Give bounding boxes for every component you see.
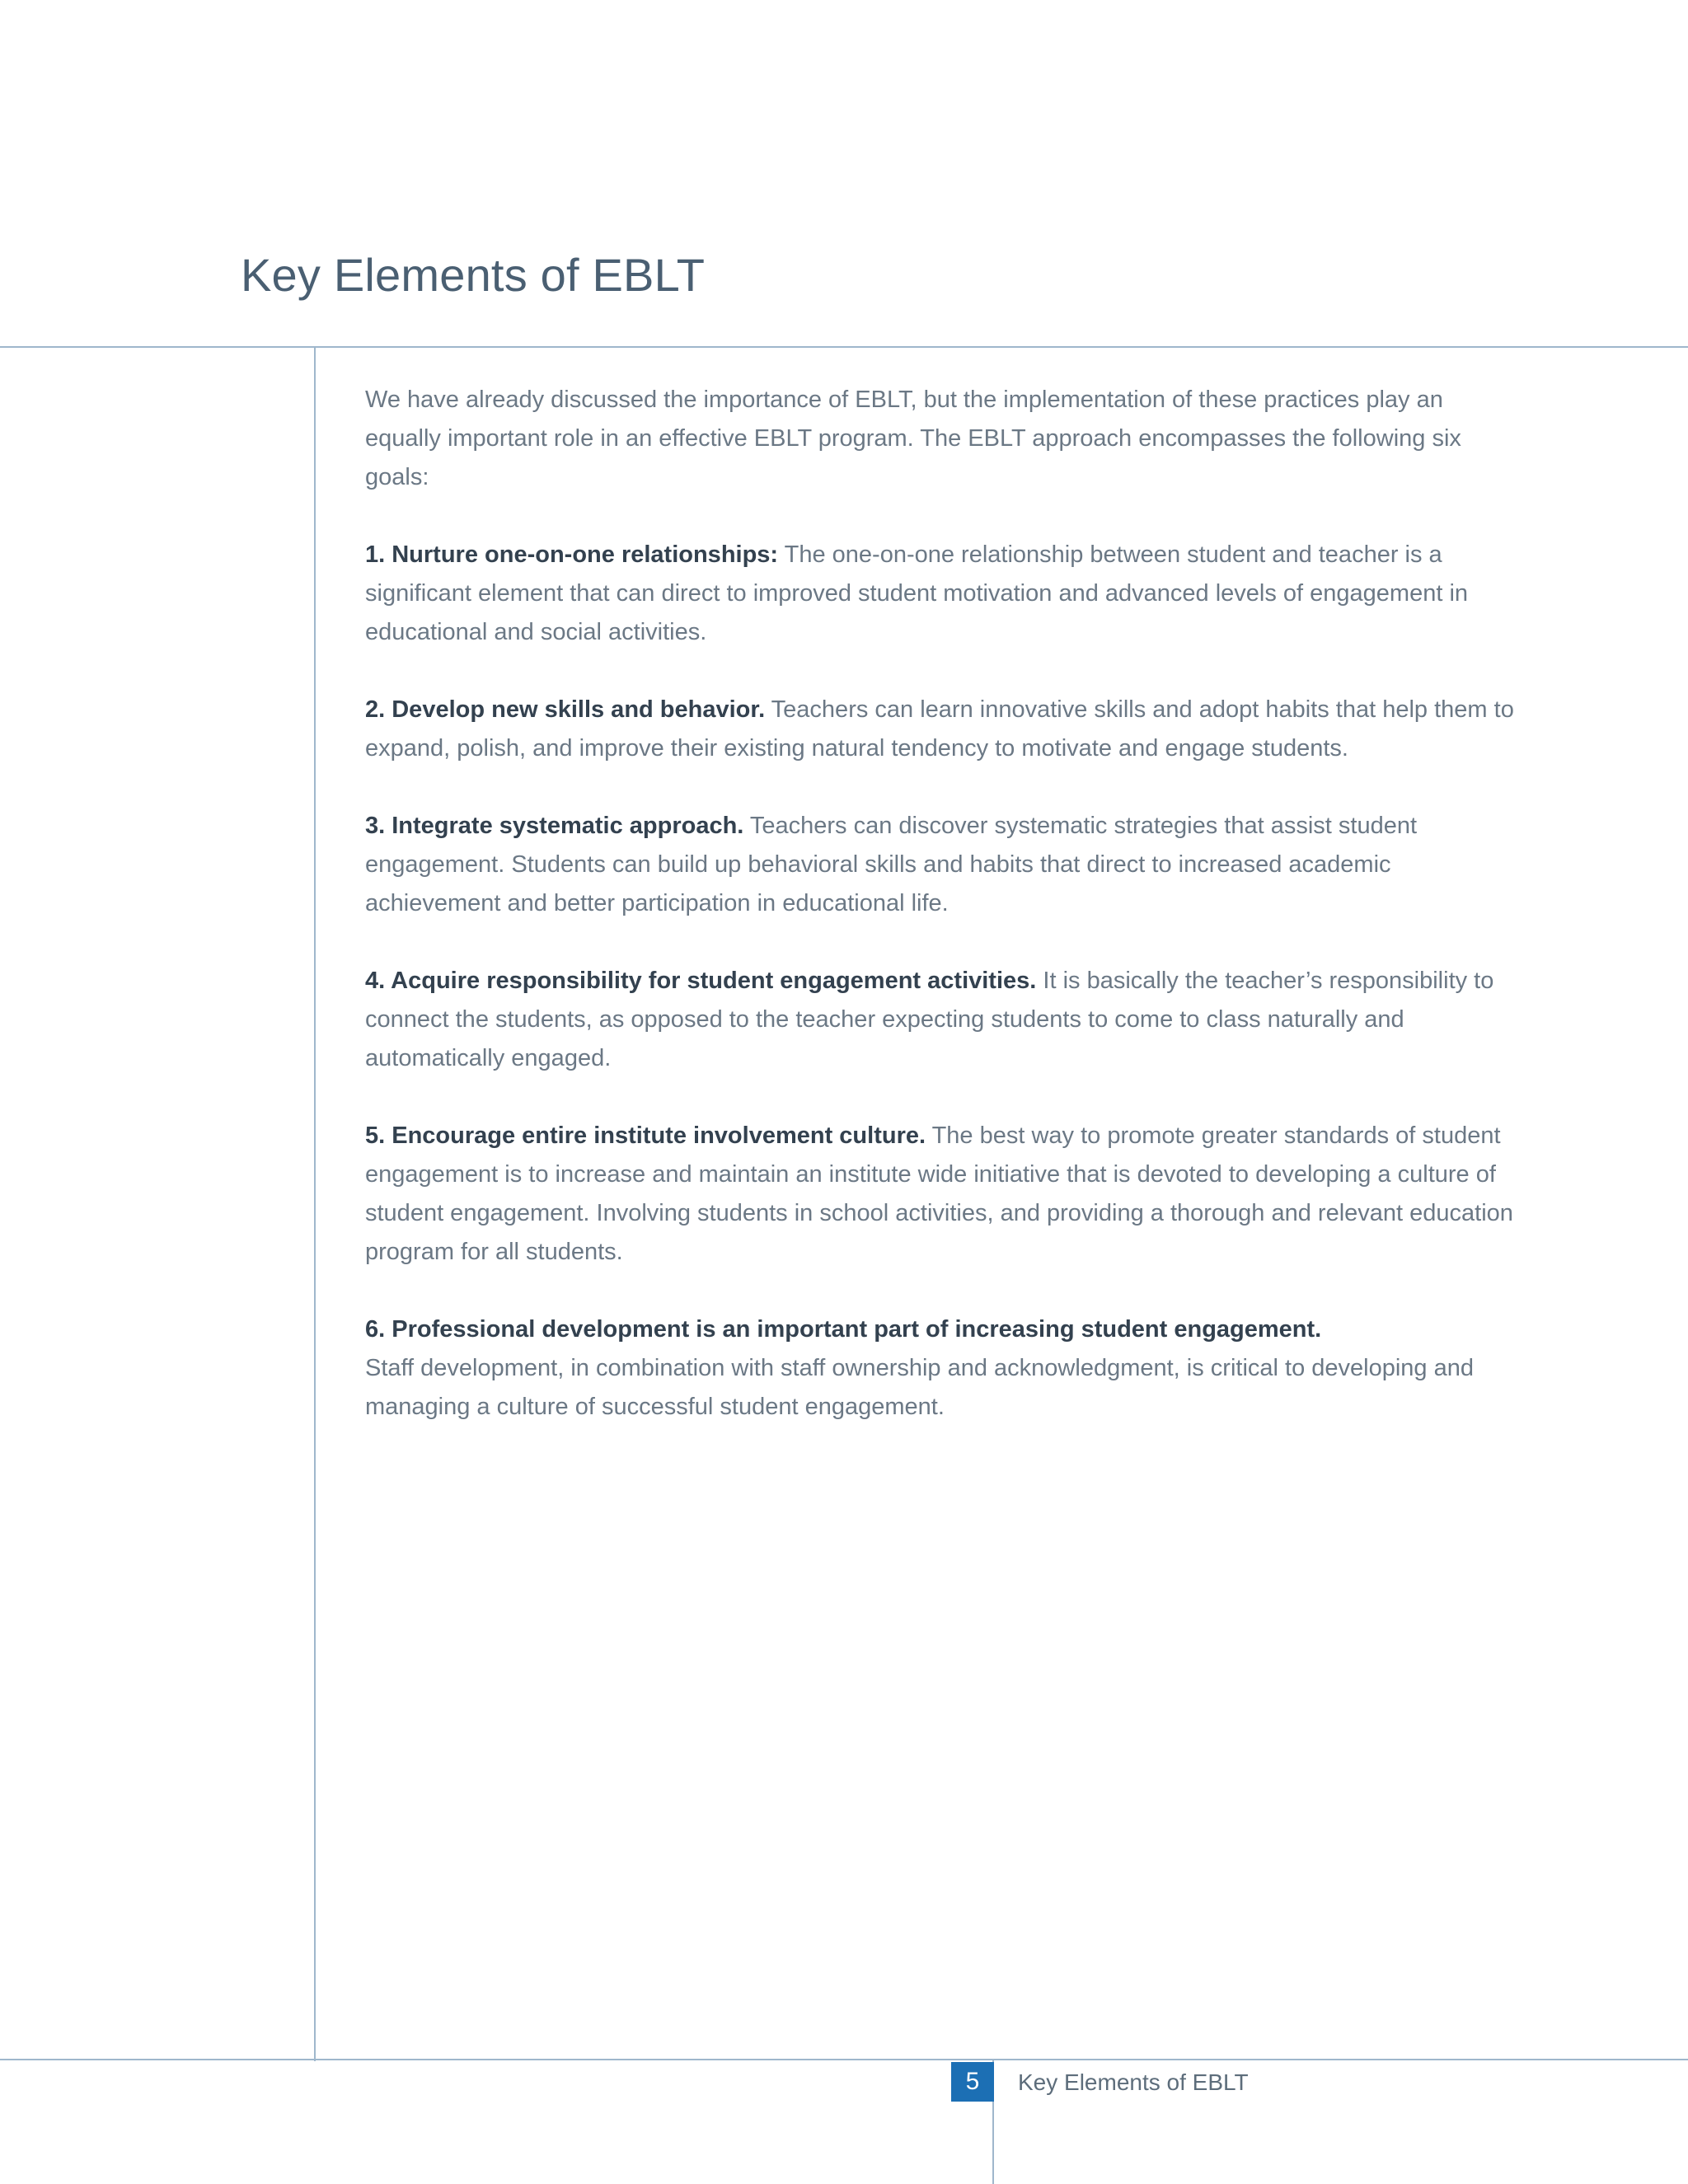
goal-item-4 [365,962,1519,1078]
goal-item-3 [365,807,1519,923]
goal-heading: 3. Integrate systematic approach. [365,813,744,839]
goal-item-1 [365,536,1519,652]
goal-text: Staff development, in combination with staff ownership and acknowledgment, is critical to developing and managing a culture of successful student engagement. [365,1355,1474,1420]
footer-label: Key Elements of EBLT [1018,2069,1249,2095]
goal-text: The one-on-one relationship between student and teacher is a significant element that can direct to improved student motivation and advanced levels of engagement in educational and social activities. [365,541,1469,645]
goal-heading: 2. Develop new skills and behavior. [365,696,766,723]
goal-text: Teachers can discover systematic strategies that assist student engagement. Students can build up behavioral skills and habits that direct to increased academic achievement and better participation in educational life. [365,813,1418,916]
goal-text: The best way to promote greater standards of student engagement is to increase and maintain an institute wide initiative that is devoted to developing a culture of student engagement. Involving students in school activities, and providing a thorough and relevant education program for all students. [365,1122,1513,1265]
goal-heading: 6. Professional development is an important part of increasing student engagement. [365,1316,1322,1343]
goal-heading: 5. Encourage entire institute involvement culture. [365,1122,926,1149]
goal-item-2 [365,691,1519,768]
page-number-badge: 5 [951,2062,994,2102]
goal-heading: 1. Nurture one-on-one relationships: [365,541,779,568]
goal-item-6 [365,1310,1519,1427]
page-title: Key Elements of EBLT [241,249,706,301]
goal-item-5 [365,1117,1519,1272]
goal-heading: 4. Acquire responsibility for student engagement activities. [365,968,1037,994]
header-rule [0,346,1688,348]
left-margin-rule [314,347,316,2061]
goal-text: It is basically the teacher’s responsibility to connect the students, as opposed to the teacher expecting students to come to class naturally and automatically engaged. [365,968,1494,1071]
goal-text: Teachers can learn innovative skills and adopt habits that help them to expand, polish, and improve their existing natural tendency to motivate and engage students. [365,696,1514,762]
body-content [365,381,1519,1465]
intro-paragraph: We have already discussed the importance of EBLT, but the implementation of these practices play an equally important role in an effective EBLT program. The EBLT approach encompasses the following six goals: [365,387,1461,490]
footer-rule [0,2059,1688,2060]
